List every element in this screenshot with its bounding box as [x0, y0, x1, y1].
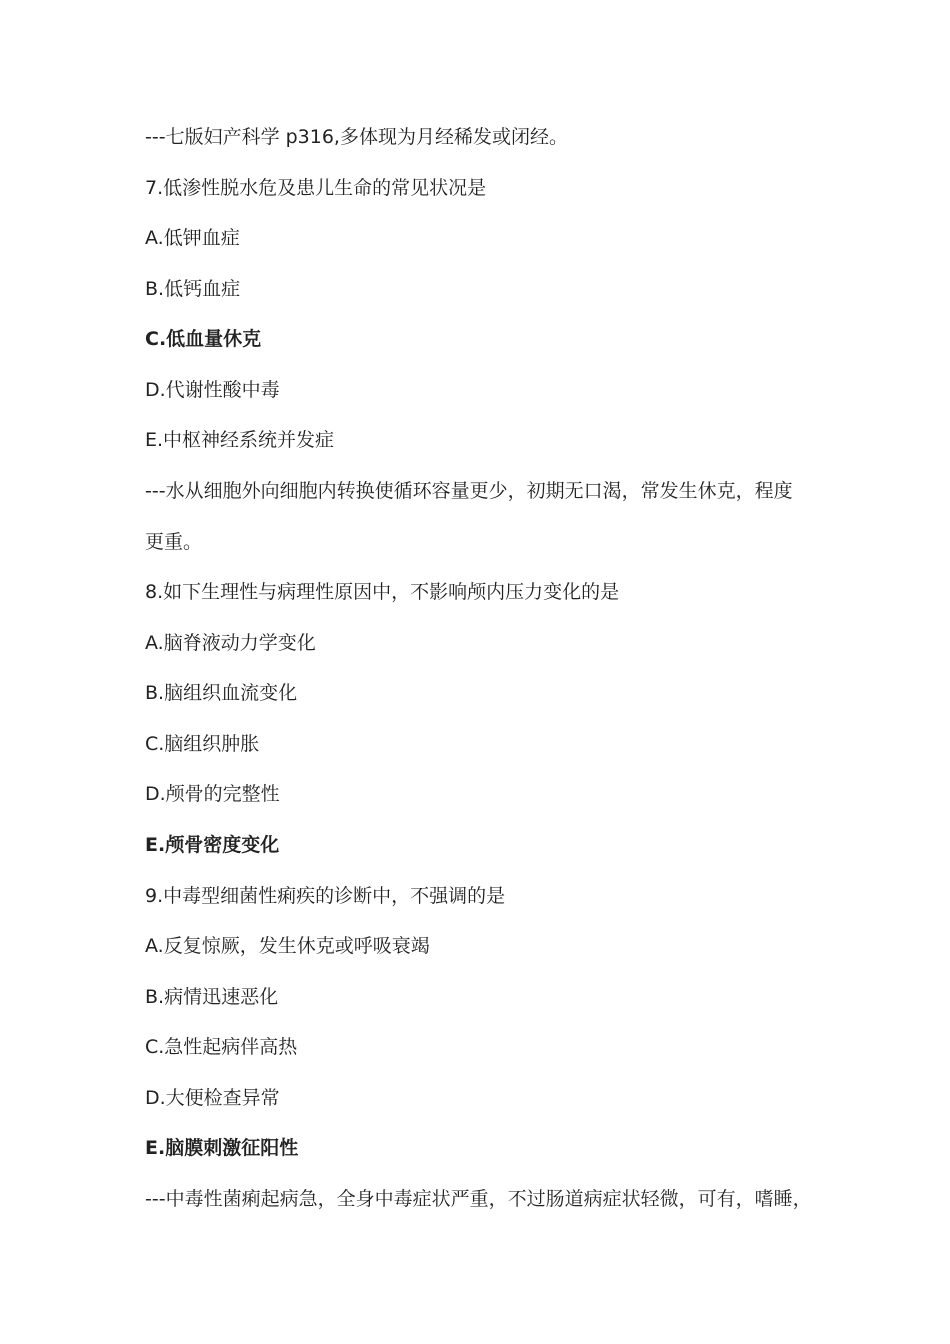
question-9: 9.中毒型细菌性痢疾的诊断中，不强调的是: [145, 885, 506, 907]
answer-option-e: E.脑膜刺激征阳性: [145, 1137, 299, 1159]
explanation-line: ---水从细胞外向细胞内转换使循环容量更少，初期无口渴，常发生休克，程度: [145, 480, 793, 502]
option-d: D.大便检查异常: [145, 1087, 280, 1109]
option-a: A.低钾血症: [145, 227, 240, 249]
option-c: C.急性起病伴高热: [145, 1036, 298, 1058]
explanation-line: 更重。: [145, 531, 203, 553]
option-a: A.脑脊液动力学变化: [145, 632, 316, 654]
question-7: 7.低渗性脱水危及患儿生命的常见状况是: [145, 177, 487, 199]
answer-option-c: C.低血量休克: [145, 328, 262, 350]
option-d: D.颅骨的完整性: [145, 783, 280, 805]
option-d: D.代谢性酸中毒: [145, 379, 280, 401]
option-b: B.脑组织血流变化: [145, 682, 298, 704]
explanation-line: ---中毒性菌痢起病急，全身中毒症状严重，不过肠道病症状轻微，可有，嗜睡，: [145, 1188, 812, 1210]
option-b: B.病情迅速恶化: [145, 986, 279, 1008]
question-8: 8.如下生理性与病理性原因中，不影响颅内压力变化的是: [145, 581, 620, 603]
option-a: A.反复惊厥，发生休克或呼吸衰竭: [145, 935, 430, 957]
option-e: E.中枢神经系统并发症: [145, 429, 335, 451]
text-line: ---七版妇产科学 p316,多体现为月经稀发或闭经。: [145, 126, 568, 148]
option-c: C.脑组织肿胀: [145, 733, 260, 755]
answer-option-e: E.颅骨密度变化: [145, 834, 280, 856]
option-b: B.低钙血症: [145, 278, 241, 300]
